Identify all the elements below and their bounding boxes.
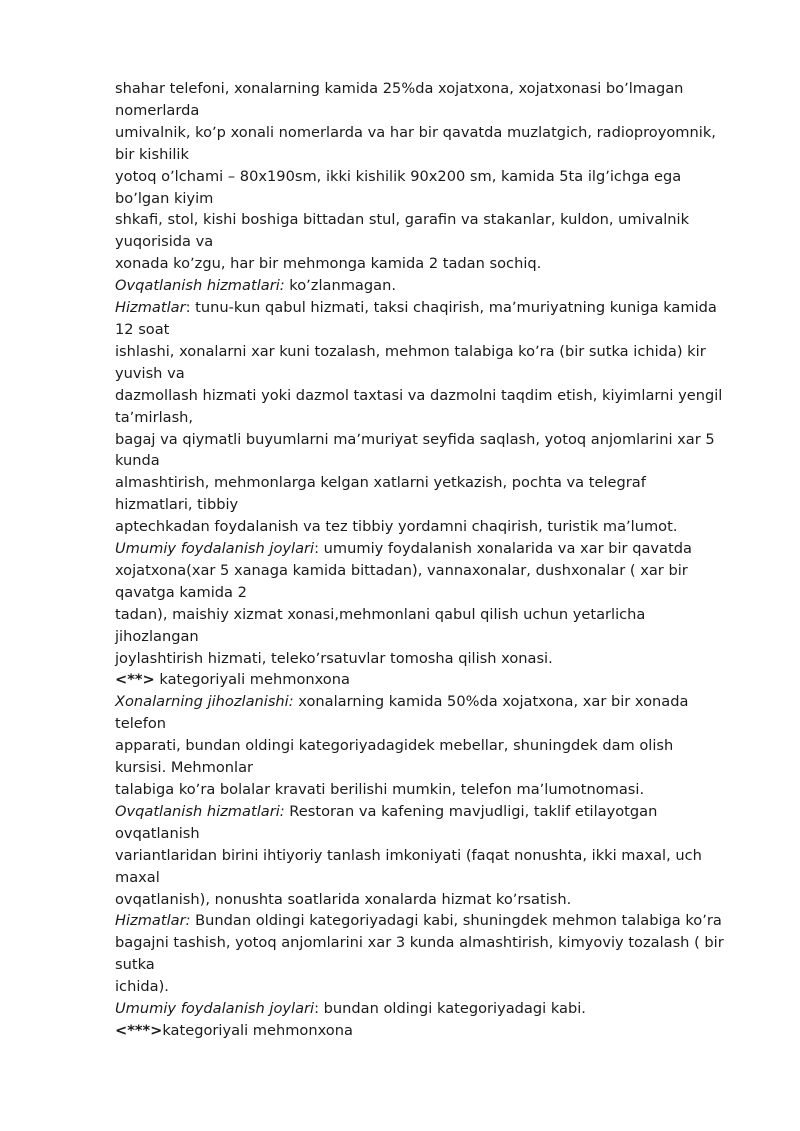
category-text: kategoriyali mehmonxona — [162, 1021, 353, 1039]
text-line: hizmatlari, tibbiy — [115, 496, 239, 514]
section-text: : umumiy foydalanish xonalarida va xar bir qavatda — [314, 540, 692, 558]
section-label: Ovqatlanish hizmatlari: — [115, 277, 285, 295]
section-text: : tunu-kun qabul hizmati, taksi chaqirish, maʼmuriyatning kuniga kamida — [185, 299, 717, 317]
text-line: kunda — [115, 452, 160, 470]
text-line: xonada koʼzgu, har bir mehmonga kamida 2 tadan sochiq. — [115, 255, 542, 273]
text-line: boʼlgan kiyim — [115, 189, 214, 207]
common-areas-line — [115, 538, 745, 560]
text-line: apparati, bundan oldingi kategoriyadagidek mebellar, shuningdek dam olish — [115, 737, 674, 755]
services-line — [115, 297, 745, 319]
section-text: xonalarning kamida 50%da xojatxona, xar bir xonada — [293, 693, 689, 711]
text-line: variantlaridan birini ihtiyoriy tanlash imkoniyati (faqat nonushta, ikki maxal, uch — [115, 846, 702, 864]
text-line: telefon — [115, 715, 167, 733]
text-line: bir kishilik — [115, 145, 189, 163]
text-line: yuvish va — [115, 364, 185, 382]
section-label: Ovqatlanish hizmatlari: — [115, 802, 285, 820]
text-line: ichida). — [115, 978, 169, 996]
food-services-line — [115, 275, 745, 297]
section-label: Umumiy foydalanish joylari — [115, 1000, 315, 1018]
section-text: koʼzlanmagan. — [284, 277, 396, 295]
text-line: bagajni tashish, yotoq anjomlarini xar 3 kunda almashtirish, kimyoviy tozalash ( bir — [115, 934, 724, 952]
text-line: nomerlarda — [115, 101, 200, 119]
text-line: umivalnik, koʼp xonali nomerlarda va har bir qavatda muzlatgich, radioproyomnik, — [115, 123, 716, 141]
text-line: shkafi, stol, kishi boshiga bittadan stul, garafin va stakanlar, kuldon, umivalnik — [115, 211, 690, 229]
food-services-line — [115, 801, 745, 823]
category-heading — [115, 669, 745, 691]
category-mark: <**> — [115, 671, 155, 689]
text-line: maxal — [115, 868, 160, 886]
text-line: ovqatlanish — [115, 824, 200, 842]
text-line: tadan), maishiy xizmat xonasi,mehmonlani qabul qilish uchun yetarlicha — [115, 605, 646, 623]
text-line: almashtirish, mehmonlarga kelgan xatlarni yetkazish, pochta va telegraf — [115, 474, 646, 492]
text-line: yotoq oʼlchami – 80x190sm, ikki kishilik 90x200 sm, kamida 5ta ilgʼichga ega — [115, 167, 682, 185]
text-line: talabiga koʼra bolalar kravati berilishi mumkin, telefon maʼlumotnomasi. — [115, 781, 645, 798]
category-heading — [115, 1020, 745, 1042]
text-line: kursisi. Mehmonlar — [115, 759, 254, 777]
services-line — [115, 910, 745, 932]
text-line: taʼmirlash, — [115, 408, 194, 426]
text-line: shahar telefoni, xonalarning kamida 25%da xojatxona, xojatxonasi boʼlmagan — [115, 80, 684, 97]
section-label: Xonalarning jihozlanishi: — [115, 693, 294, 711]
room-equipment-line — [115, 691, 745, 713]
section-label: Hizmatlar: — [115, 912, 191, 930]
text-line: aptechkadan foydalanish va tez tibbiy yordamni chaqirish, turistik maʼlumot. — [115, 518, 678, 536]
common-areas-line — [115, 998, 745, 1020]
section-text: Restoran va kafening mavjudligi, taklif etilayotgan — [284, 802, 658, 820]
text-line: xojatxona(xar 5 xanaga kamida bittadan), vannaxonalar, dushxonalar ( xar bir — [115, 561, 688, 579]
category-mark: <***> — [115, 1021, 163, 1039]
text-line: 12 soat — [115, 320, 170, 338]
text-line: yuqorisida va — [115, 233, 214, 251]
section-text: : bundan oldingi kategoriyadagi kabi. — [314, 1000, 586, 1018]
text-line: jihozlangan — [115, 627, 199, 645]
text-line: sutka — [115, 956, 155, 974]
document-page — [115, 78, 745, 1042]
text-line: ovqatlanish), nonushta soatlarida xonalarda hizmat koʼrsatish. — [115, 890, 572, 908]
category-text: kategoriyali mehmonxona — [154, 671, 350, 689]
text-line: qavatga kamida 2 — [115, 583, 247, 601]
text-line: ishlashi, xonalarni xar kuni tozalash, mehmon talabiga koʼra (bir sutka ichida) kir — [115, 342, 706, 360]
text-line: dazmollash hizmati yoki dazmol taxtasi va dazmolni taqdim etish, kiyimlarni yengil — [115, 386, 723, 404]
section-label: Hizmatlar — [115, 299, 186, 317]
section-label: Umumiy foydalanish joylari — [115, 540, 315, 558]
text-line: bagaj va qiymatli buyumlarni maʼmuriyat seyfida saqlash, yotoq anjomlarini xar 5 — [115, 430, 715, 448]
section-text: Bundan oldingi kategoriyadagi kabi, shuningdek mehmon talabiga koʼra — [190, 912, 722, 930]
text-line: joylashtirish hizmati, telekoʼrsatuvlar tomosha qilish xonasi. — [115, 649, 553, 667]
